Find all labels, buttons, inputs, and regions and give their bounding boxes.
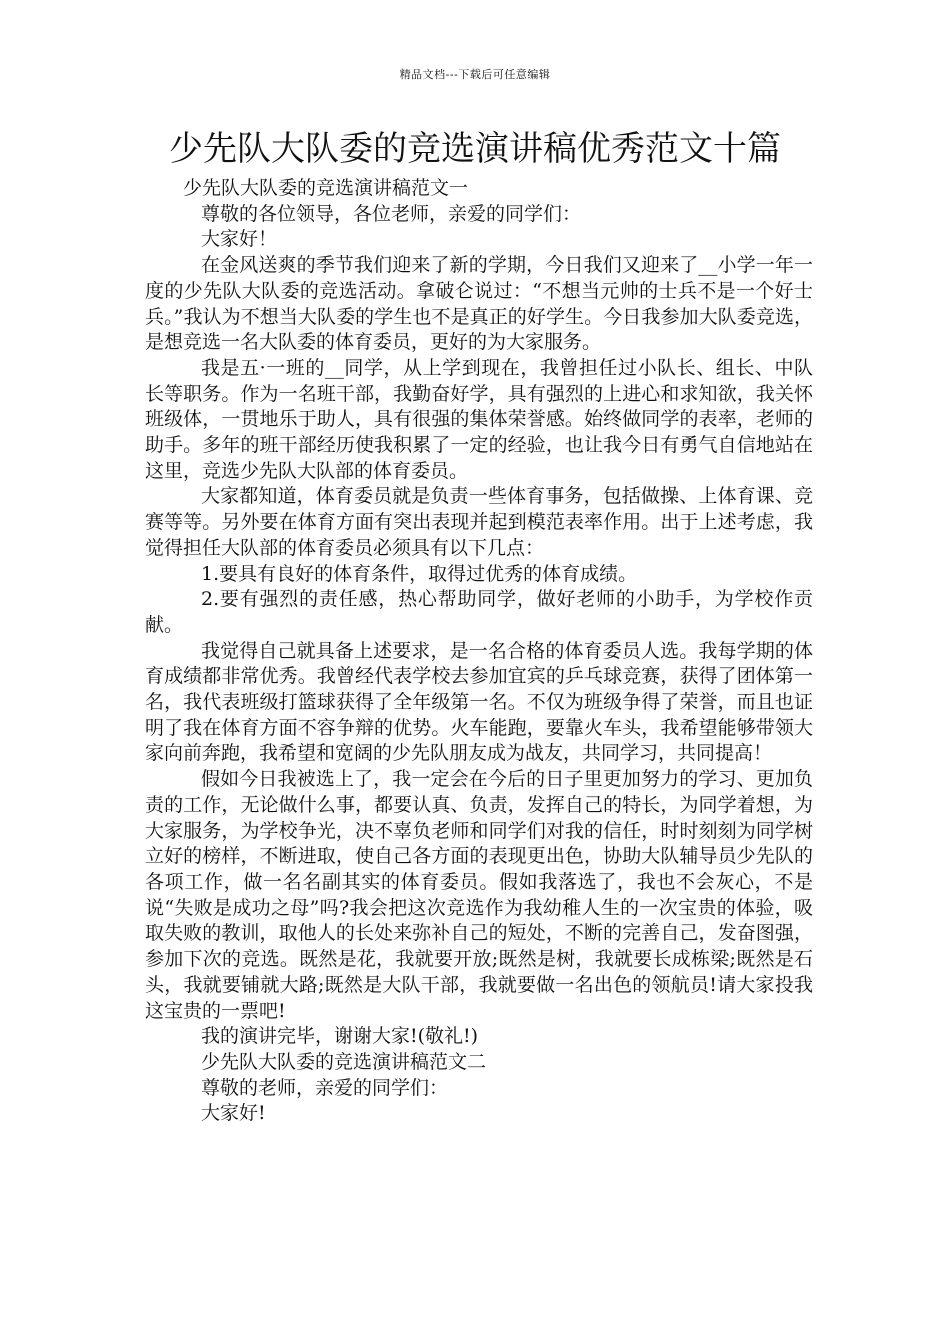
list-item: 2.要有强烈的责任感，热心帮助同学，做好老师的小助手，为学校作贡献。 bbox=[145, 588, 813, 636]
section-heading-2: 少先队大队委的竞选演讲稿范文二 bbox=[201, 1050, 487, 1073]
page-header-note: 精品文档---下载后可任意编辑 bbox=[399, 68, 551, 81]
section-heading-1: 少先队大队委的竞选演讲稿范文一 bbox=[183, 177, 469, 199]
greeting: 大家好！ bbox=[201, 228, 278, 251]
greeting: 大家好! bbox=[201, 1102, 266, 1125]
salutation: 尊敬的各位领导，各位老师，亲爱的同学们： bbox=[201, 202, 582, 225]
list-item: 1.要具有良好的体育条件，取得过优秀的体育成绩。 bbox=[201, 562, 638, 585]
document-title: 少先队大队委的竞选演讲稿优秀范文十篇 bbox=[169, 129, 781, 169]
body-paragraph: 我是五·一班的__同学，从上学到现在，我曾担任过小队长、组长、中队长等职务。作为一名班干部，我勤奋好学，具有强烈的上进心和求知欲，我关怀班级体，一贯地乐于助人，具有很强的集体荣誉感。始终做同学的表率，老师的助手。多年的班干部经历使我积累了一定的经验，也让我今日有勇气自信地站在这里，竞选少先队大队部的体育委员。 bbox=[145, 356, 813, 482]
body-paragraph: 假如今日我被选上了，我一定会在今后的日子里更加努力的学习、更加负责的工作，无论做什么事，都要认真、负责，发挥自己的特长，为同学着想，为大家服务，为学校争光，决不辜负老师和同学们对我的信任，时时刻刻为同学树立好的榜样，不断进取，使自己各方面的表现更出色，协助大队辅导员少先队的各项工作，做一名名副其实的体育委员。假如我落选了，我也不会灰心，不是说“失败是成功之母”吗?我会把这次竞选作为我幼稚人生的一次宝贵的体验，吸取失败的教训，取他人的长处来弥补自己的短处，不断的完善自己，发奋图强，参加下次的竞选。既然是花，我就要开放;既然是树，我就要长成栋梁;既然是石头，我就要铺就大路;既然是大队干部，我就要做一名出色的领航员!请大家投我这宝贵的一票吧! bbox=[145, 768, 813, 1022]
body-paragraph: 我觉得自己就具备上述要求，是一名合格的体育委员人选。我每学期的体育成绩都非常优秀。我曾经代表学校去参加宜宾的乒乓球竞赛，获得了团体第一名，我代表班级打篮球获得了全年级第一名。不仅为班级争得了荣誉，而且也证明了我在体育方面不容争辩的优势。火车能跑，要靠火车头，我希望能够带领大家向前奔跑，我希望和宽阔的少先队朋友成为战友，共同学习，共同提高！ bbox=[145, 639, 813, 765]
body-paragraph: 在金风送爽的季节我们迎来了新的学期，今日我们又迎来了__小学一年一度的少先队大队委的竞选活动。拿破仑说过：“不想当元帅的士兵不是一个好士兵。”我认为不想当大队委的学生也不是真正的好学生。今日我参加大队委竞选，是想竞选一名大队委的体育委员，更好的为大家服务。 bbox=[145, 254, 813, 354]
closing-line: 我的演讲完毕，谢谢大家!(敬礼!) bbox=[201, 1025, 479, 1048]
salutation: 尊敬的老师，亲爱的同学们： bbox=[201, 1076, 449, 1099]
document-body bbox=[145, 176, 813, 1127]
body-paragraph: 大家都知道，体育委员就是负责一些体育事务，包括做操、上体育课、竞赛等等。另外要在体育方面有突出表现并起到模范表率作用。出于上述考虑，我觉得担任大队部的体育委员必须具有以下几点： bbox=[145, 485, 813, 559]
